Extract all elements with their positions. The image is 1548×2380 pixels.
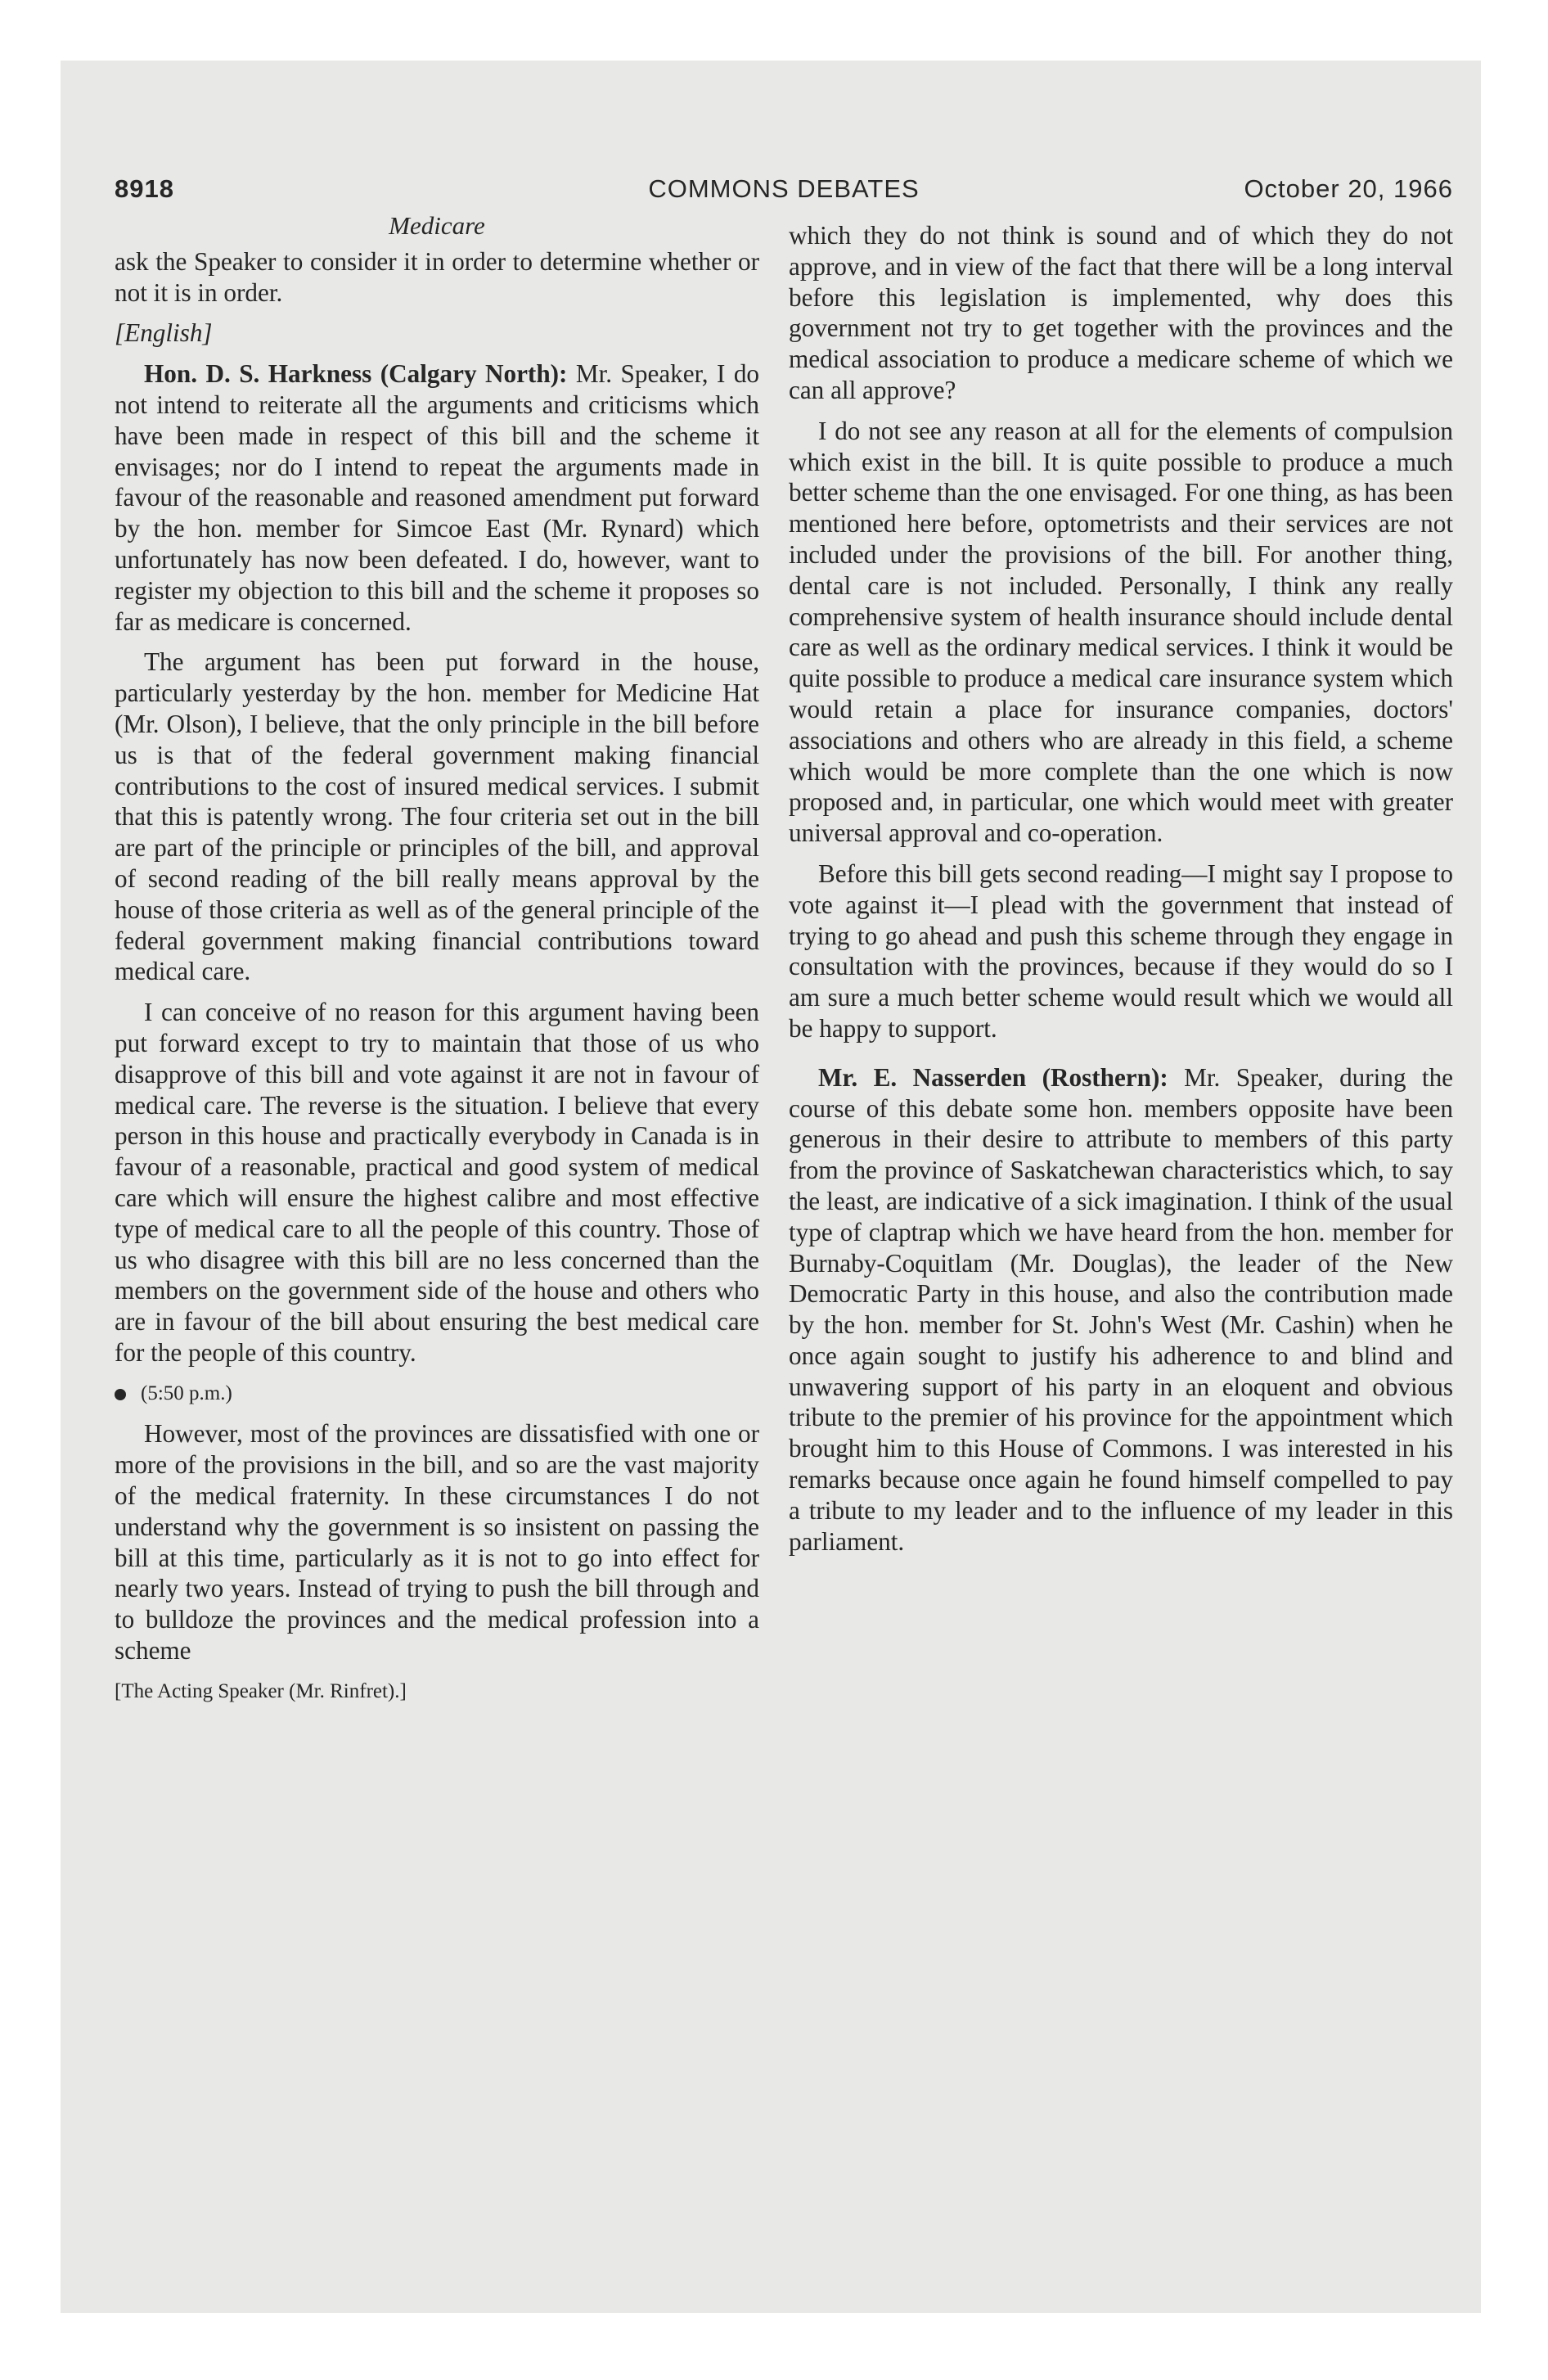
presiding-officer-note: [The Acting Speaker (Mr. Rinfret).] — [115, 1679, 407, 1702]
subject-heading: Medicare — [389, 211, 485, 240]
paragraph — [789, 1062, 1453, 1557]
journal-title: COMMONS DEBATES — [648, 174, 920, 203]
issue-date: October 20, 1966 — [1244, 174, 1453, 203]
language-marker: [English] — [115, 318, 213, 348]
right-column — [789, 220, 1453, 1566]
left-column — [115, 211, 760, 1707]
paragraph: I can conceive of no reason for this argument having been put forward except to try to maintain that those of us who disapprove of this bill and vote against it are not in favour of medical care. The reverse is the situation. I believe that every person in this house and practically everybody in Canada is in favour of a reasonable, practical and good system of medical care which will ensure the highest calibre and most effective type of medical care to all the people of this country. Those of us who disagree with this bill are no less concerned than the members on the government side of the house and others who are in favour of the bill about ensuring the best medical care for the people of this country. — [115, 998, 759, 1367]
paragraph — [115, 358, 759, 637]
paragraph: Before this bill gets second reading—I might say I propose to vote against it—I plead with the government that instead of trying to go ahead and push this scheme through they engage in consultation with the provinces, because if they would do so I am sure a much better scheme would result which we would all be happy to support. — [789, 859, 1453, 1043]
paragraph-text: Mr. Speaker, during the course of this debate some hon. members opposite have been generous in their desire to attribute to members of this party from the province of Saskatchewan characteristics which, to say the least, are indicative of a sick imagination. I think of the usual type of claptrap which we have heard from the hon. member for Burnaby-Coquitlam (Mr. Douglas), the leader of the New Democratic Party in this house, and also the contribution made by the hon. member for St. John's West (Mr. Cashin) when he once again sought to justify his adherence to and blind and unwavering support of his party in an eloquent and obvious tribute to the premier of his province for the appointment which brought him to this House of Commons. I was interested in his remarks because once again he found himself compelled to pay a tribute to my leader and to the influence of my leader in this parliament. — [789, 1062, 1454, 1556]
hansard-page — [115, 174, 1453, 2139]
speaker-name: Hon. D. S. Harkness (Calgary North): — [144, 359, 568, 389]
paragraph: However, most of the provinces are dissatisfied with one or more of the provisions in the bill, and so are the vast majority of the medical fraternity. In these circumstances I do not understand why the government is so insistent on passing the bill at this time, particularly as it is not to go into effect for nearly two years. Instead of trying to push the bill through and to bulldoze the provinces and the medical profession into a scheme — [115, 1419, 759, 1666]
paragraph: The argument has been put forward in the house, particularly yesterday by the hon. member for Medicine Hat (Mr. Olson), I believe, that the only principle in the bill before us is that of the federal government making financial contributions to the cost of insured medical services. I submit that this is patently wrong. The four criteria set out in the bill are part of the principle or principles of the bill, and approval of second reading of the bill really means approval by the house of those criteria as well as of the general principle of the federal government making financial contributions toward medical care. — [115, 647, 759, 986]
paragraph: ask the Speaker to consider it in order to determine whether or not it is in order. — [115, 246, 759, 307]
paragraph: I do not see any reason at all for the elements of compulsion which exist in the bill. It is quite possible to produce a much better scheme than the one envisaged. For one thing, as has been mentioned here before, optometrists and their services are not included under the provisions of the bill. For another thing, dental care is not included. Personally, I think any really comprehensive system of health insurance should include dental care as well as the ordinary medical services. I think it would be quite possible to produce a medical care insurance system which would retain a place for insurance companies, doctors' associations and others who are already in this field, a scheme which would be more complete than the one which is now proposed and, in particular, one which would meet with greater universal approval and co-operation. — [789, 416, 1453, 848]
bullet-icon — [115, 1389, 126, 1400]
timestamp-text: (5:50 p.m.) — [141, 1382, 232, 1404]
timestamp — [115, 1378, 759, 1409]
paragraph: which they do not think is sound and of which they do not approve, and in view of the fact that there will be a long interval before this legislation is implemented, why does this government not try to get together with the provinces and the medical association to produce a medicare scheme of which we can all approve? — [789, 221, 1453, 404]
paragraph-text: Mr. Speaker, I do not intend to reiterate all the arguments and criticisms which have been made in respect of this bill and the scheme it envisages; nor do I intend to repeat the arguments made in favour of the reasonable and reasoned amendment put forward by the hon. member for Simcoe East (Mr. Rynard) which unfortunately has now been defeated. I do, however, want to register my objection to this bill and the scheme it proposes so far as medicare is concerned. — [115, 359, 760, 636]
page-number: 8918 — [115, 174, 174, 203]
speaker-name: Mr. E. Nasserden (Rosthern): — [818, 1062, 1168, 1092]
